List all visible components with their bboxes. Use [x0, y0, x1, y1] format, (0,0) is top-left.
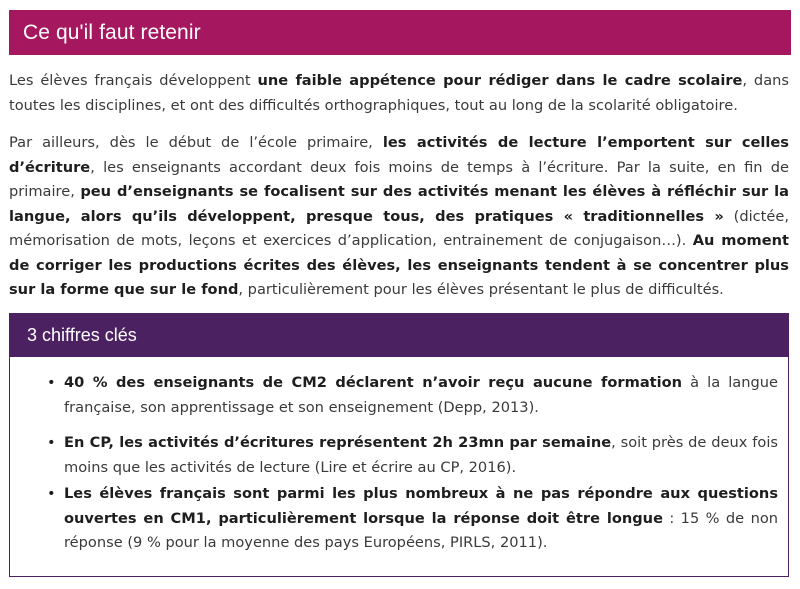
section-banner: [9, 10, 791, 55]
paragraph-intro: [9, 69, 789, 118]
key-figure-item: [47, 371, 778, 420]
paragraph-text: Par ailleurs, dès le début de l’école primaire,: [9, 134, 383, 151]
key-figure-item: [47, 431, 778, 480]
paragraph-emphasis: les activités de lecture l’emportent sur celles d’écriture: [9, 134, 789, 176]
key-figures-title: 3 chiffres clés: [27, 325, 137, 345]
key-figure-emphasis: Les élèves français sont parmi les plus nombreux à ne pas répondre aux questions ouvertes en CM1, particulièrement lorsque la réponse doit être longue: [64, 485, 778, 527]
bullet-icon: •: [47, 485, 56, 502]
key-figure-text: : 15 % de non réponse (9 % pour la moyenne des pays Européens, PIRLS, 2011).: [64, 509, 778, 551]
key-figure-emphasis: 40 % des enseignants de CM2 déclarent n’avoir reçu aucune formation: [64, 374, 683, 391]
paragraph-text: Les élèves français développent: [9, 72, 258, 89]
bullet-icon: •: [47, 374, 56, 391]
paragraph-text: , particulièrement pour les élèves présentant le plus de difficultés.: [238, 281, 724, 298]
section-title: Ce qu'il faut retenir: [23, 20, 201, 44]
paragraph-text: (dictée, mémorisation de mots, leçons et exercices d’application, entrainement de conjugaison…).: [9, 207, 789, 249]
key-figures-header: [10, 314, 788, 357]
key-figures-box: [9, 313, 789, 577]
paragraph-emphasis: peu d’enseignants se focalisent sur des activités menant les élèves à réfléchir sur la langue, alors qu’ils développent, presque tous, des pratiques « traditionnelles »: [9, 183, 789, 225]
bullet-icon: •: [47, 434, 56, 451]
key-figure-text: , soit près de deux fois moins que les activités de lecture (Lire et écrire au CP, 2016).: [64, 434, 778, 476]
paragraph-details: [9, 131, 789, 303]
key-figure-emphasis: En CP, les activités d’écritures représentent 2h 23mn par semaine: [64, 434, 612, 451]
key-figure-text: à la langue française, son apprentissage et son enseignement (Depp, 2013).: [64, 374, 778, 416]
paragraph-emphasis: Au moment de corriger les productions écrites des élèves, les enseignants tendent à se concentrer plus sur la forme que sur le fond: [9, 232, 790, 298]
paragraph-text: , les enseignants accordant deux fois moins de temps à l’écriture. Par la suite, en fin de primaire,: [9, 158, 789, 200]
key-figure-item: [47, 482, 778, 556]
paragraph-emphasis: une faible appétence pour rédiger dans le cadre scolaire: [257, 72, 743, 89]
paragraph-text: , dans toutes les disciplines, et ont des difficultés orthographiques, tout au long de la scolarité obligatoire.: [9, 72, 789, 114]
